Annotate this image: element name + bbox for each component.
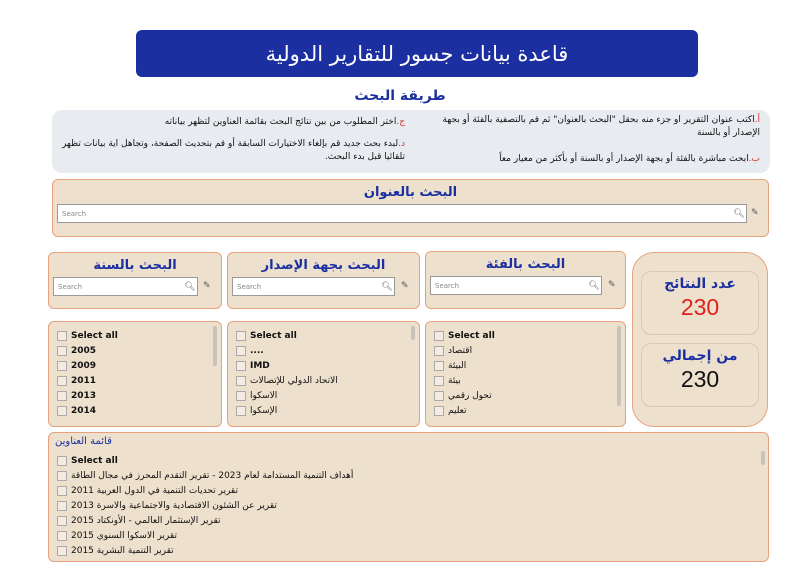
issuer-list-panel	[227, 321, 420, 427]
stats-panel	[632, 252, 768, 427]
issuer-filter-panel	[227, 252, 420, 309]
list-item[interactable]: الاسكوا	[236, 388, 338, 403]
scrollbar[interactable]	[411, 326, 415, 340]
checkbox[interactable]	[57, 346, 67, 356]
scrollbar[interactable]	[617, 326, 621, 406]
list-item[interactable]: الإسكوا	[236, 403, 338, 418]
checkbox[interactable]	[57, 501, 67, 511]
list-item[interactable]: الاتحاد الدولي للإتصالات	[236, 373, 338, 388]
category-filter-panel	[425, 251, 626, 309]
list-item[interactable]: اقتصاد	[434, 343, 495, 358]
list-item[interactable]: 2009	[57, 358, 118, 373]
year-filter-panel	[48, 252, 222, 309]
search-icon[interactable]: 🔍︎	[184, 281, 196, 292]
list-item[interactable]: البيئة	[434, 358, 495, 373]
category-search-placeholder: Search	[435, 281, 460, 290]
instruction-b-mark: ب.	[748, 154, 760, 164]
issuer-search-input[interactable]	[232, 277, 395, 296]
category-filter-label: البحث بالفئة	[485, 257, 566, 272]
results-count-label: عدد النتائج	[664, 276, 736, 292]
titles-list-label: قائمة العناوين	[55, 436, 112, 447]
instructions-box	[52, 110, 770, 173]
instruction-c	[60, 116, 405, 129]
instruction-a	[430, 114, 760, 140]
checkbox[interactable]	[57, 376, 67, 386]
year-filter-label: البحث بالسنة	[93, 258, 177, 273]
checkbox[interactable]	[434, 331, 444, 341]
results-count-card	[641, 271, 759, 335]
checkbox[interactable]	[434, 361, 444, 371]
issuer-search-placeholder: Search	[237, 282, 262, 291]
total-count-label: من إجمالي	[662, 348, 738, 364]
issuer-filter-label: البحث بجهة الإصدار	[261, 258, 386, 273]
search-icon[interactable]: 🔍︎	[381, 281, 393, 292]
checkbox[interactable]	[236, 376, 246, 386]
category-list-panel	[425, 321, 626, 427]
title-search-placeholder: Search	[62, 209, 87, 218]
issuer-list	[236, 328, 338, 418]
checkbox[interactable]	[236, 406, 246, 416]
instruction-c-mark: ج.	[396, 117, 405, 127]
titles-list-panel	[48, 432, 769, 562]
title-search-label: البحث بالعنوان	[363, 185, 458, 200]
category-search-input[interactable]	[430, 276, 602, 295]
instruction-c-text: اختر المطلوب من بين نتائج البحث بقائمة العناوين لتظهر بياناته	[164, 117, 397, 127]
checkbox[interactable]	[57, 486, 67, 496]
howto-title: طريقة البحث	[354, 88, 446, 104]
category-list	[434, 328, 495, 418]
scrollbar[interactable]	[761, 451, 765, 465]
list-item[interactable]: تقرير تحديات التنمية في الدول العربية 2011	[57, 483, 353, 498]
list-item[interactable]: Select all	[57, 328, 118, 343]
list-item[interactable]: تقرير الإستثمار العالمي - الأونكتاد 2015	[57, 513, 353, 528]
eraser-icon[interactable]: ✎	[608, 280, 616, 290]
instruction-d	[60, 138, 405, 164]
year-search-placeholder: Search	[58, 282, 83, 291]
instruction-d-mark: د.	[398, 139, 405, 149]
title-search-panel	[52, 179, 769, 237]
titles-list	[57, 453, 353, 558]
list-item[interactable]: تعليم	[434, 403, 495, 418]
checkbox[interactable]	[57, 406, 67, 416]
checkbox[interactable]	[236, 391, 246, 401]
instruction-b	[430, 153, 760, 166]
checkbox[interactable]	[434, 406, 444, 416]
list-item[interactable]: ....	[236, 343, 338, 358]
checkbox[interactable]	[434, 391, 444, 401]
list-item[interactable]: 2014	[57, 403, 118, 418]
list-item[interactable]: 2011	[57, 373, 118, 388]
checkbox[interactable]	[57, 331, 67, 341]
title-search-input[interactable]	[57, 204, 747, 223]
checkbox[interactable]	[57, 546, 67, 556]
search-icon[interactable]: 🔍︎	[733, 208, 745, 219]
year-list	[57, 328, 118, 418]
list-item[interactable]: 2005	[57, 343, 118, 358]
checkbox[interactable]	[434, 346, 444, 356]
list-item[interactable]: تحول رقمي	[434, 388, 495, 403]
list-item[interactable]: بيئة	[434, 373, 495, 388]
checkbox[interactable]	[57, 516, 67, 526]
search-icon[interactable]: 🔍︎	[588, 280, 600, 291]
list-item[interactable]: Select all	[236, 328, 338, 343]
list-item[interactable]: 2013	[57, 388, 118, 403]
eraser-icon[interactable]: ✎	[751, 208, 759, 218]
checkbox[interactable]	[57, 391, 67, 401]
checkbox[interactable]	[236, 331, 246, 341]
list-item[interactable]: أهداف التنمية المستدامة لعام 2023 - تقرير التقدم المحرز في مجال الطاقة	[57, 468, 353, 483]
instruction-d-text: لبدء بحث جديد قم بإلغاء الاختيارات السابقة أو قم بتحديث الصفحة، وتجاهل اية بيانات تظهر تلقائيا قبل بدء البحث.	[61, 139, 405, 162]
instruction-a-text: اكتب عنوان التقرير او جزء منه بحقل "البحث بالعنوان" ثم قم بالتصفية بالفئة أو بجهة الإصدار أو بالسنة	[442, 115, 760, 138]
checkbox[interactable]	[57, 456, 67, 466]
year-search-input[interactable]	[53, 277, 198, 296]
year-list-panel	[48, 321, 222, 427]
list-item[interactable]: تقرير عن الشئون الاقتصادية والاجتماعية والاسرة 2013	[57, 498, 353, 513]
list-item[interactable]: تقرير التنمية البشرية 2015	[57, 543, 353, 558]
checkbox[interactable]	[57, 471, 67, 481]
list-item[interactable]: IMD	[236, 358, 338, 373]
results-count-value: 230	[680, 294, 720, 320]
list-item[interactable]: Select all	[434, 328, 495, 343]
checkbox[interactable]	[236, 361, 246, 371]
checkbox[interactable]	[236, 346, 246, 356]
instruction-b-text: ابحث مباشرة بالفئة أو بجهة الإصدار أو بالسنة أو بأكثر من معيار معاً	[499, 154, 749, 164]
total-count-value: 230	[680, 366, 720, 392]
eraser-icon[interactable]: ✎	[203, 281, 211, 291]
checkbox[interactable]	[57, 531, 67, 541]
app-title-banner	[136, 30, 698, 77]
list-item[interactable]: Select all	[57, 453, 353, 468]
app-title: قاعدة بيانات جسور للتقارير الدولية	[265, 41, 569, 66]
checkbox[interactable]	[434, 376, 444, 386]
list-item[interactable]: تقرير الاسكوا السنوي 2015	[57, 528, 353, 543]
eraser-icon[interactable]: ✎	[401, 281, 409, 291]
scrollbar[interactable]	[213, 326, 217, 366]
total-count-card	[641, 343, 759, 407]
instruction-a-mark: أ.	[754, 115, 760, 125]
checkbox[interactable]	[57, 361, 67, 371]
